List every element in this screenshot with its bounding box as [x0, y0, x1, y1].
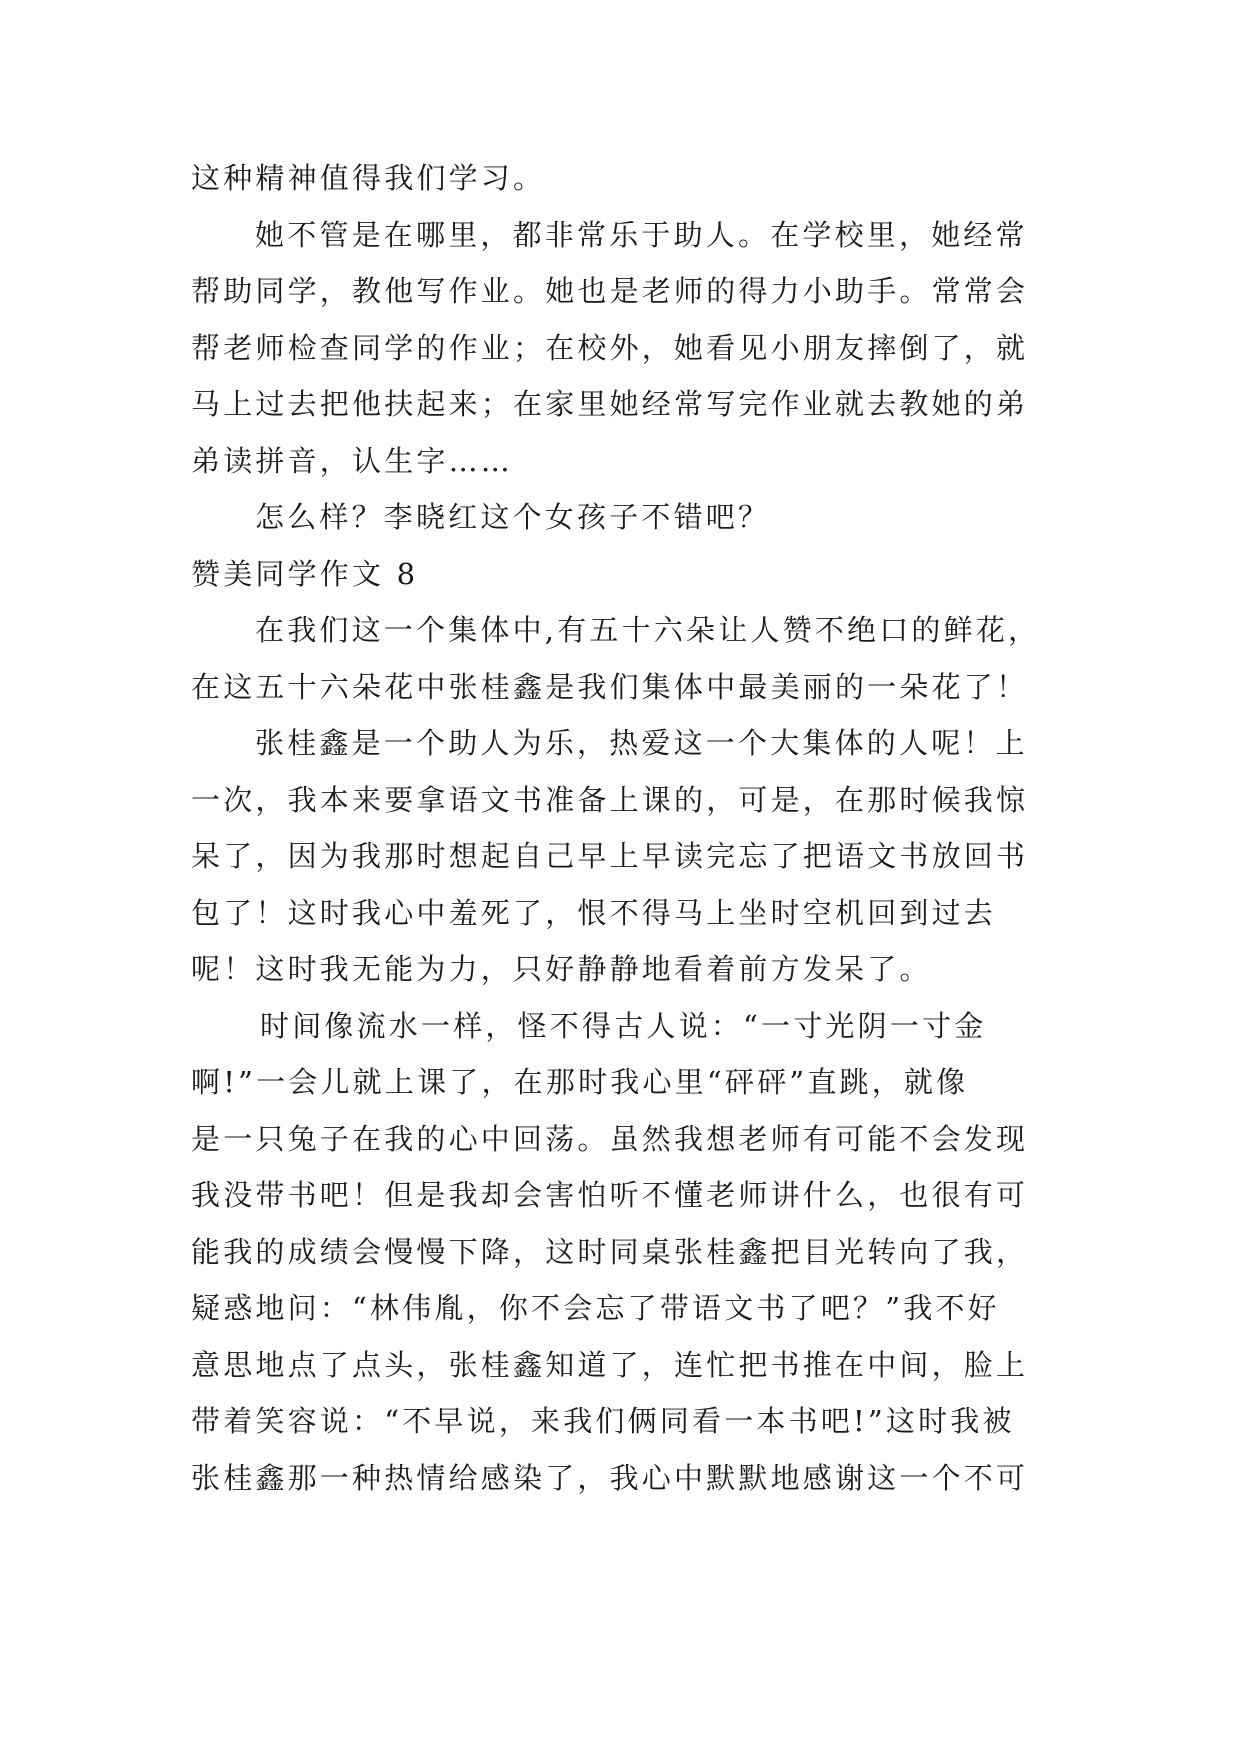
document-body — [191, 150, 1051, 1506]
text-line: 意思地点了点头，张桂鑫知道了，连忙把书推在中间，脸上 — [191, 1347, 1029, 1382]
text-line: 呆了，因为我那时想起自己早上早读完忘了把语文书放回书 — [191, 839, 1029, 873]
text-line: 呢！这时我无能为力，只好静静地看着前方发呆了。 — [191, 952, 932, 986]
text-line: 马上过去把他扶起来；在家里她经常写完作业就去教她的弟 — [191, 387, 1029, 421]
paragraph-start-line: 张桂鑫是一个助人为乐，热爱这一个大集体的人呢！上 — [255, 726, 1028, 760]
text-line: 疑惑地问：“林伟胤，你不会忘了带语文书了吧？”我不好 — [191, 1291, 1000, 1325]
text-line: 能我的成绩会慢慢下降，这时同桌张桂鑫把目光转向了我， — [191, 1234, 1029, 1269]
paragraph-start-line: 怎么样？李晓红这个女孩子不错吧？ — [255, 500, 771, 534]
text-line: 包了！这时我心中羞死了，恨不得马上坐时空机回到过去 — [191, 895, 997, 930]
text-line: 帮助同学，教他写作业。她也是老师的得力小助手。常常会 — [191, 274, 1029, 308]
paragraph-start-line: 她不管是在哪里，都非常乐于助人。在学校里，她经常 — [255, 217, 1028, 252]
text-line: 弟读拼音，认生字…… — [191, 443, 514, 478]
paragraph-start-line: 在我们这一个集体中,有五十六朵让人赞不绝口的鲜花， — [255, 613, 1041, 647]
text-line: 这种精神值得我们学习。 — [191, 161, 546, 195]
text-line: 我没带书吧！但是我却会害怕听不懂老师讲什么，也很有可 — [191, 1178, 1029, 1212]
text-line: 一次，我本来要拿语文书准备上课的，可是，在那时候我惊 — [191, 782, 1029, 817]
section-heading: 赞美同学作文 8 — [191, 556, 419, 591]
text-line: 是一只兔子在我的心中回荡。虽然我想老师有可能不会发现 — [191, 1121, 1029, 1156]
text-line: 帮老师检查同学的作业；在校外，她看见小朋友摔倒了，就 — [191, 330, 1029, 365]
paragraph-start-line: 时间像流水一样，怪不得古人说：“一寸光阴一寸金 — [260, 1008, 987, 1043]
text-line: 带着笑容说：“不早说，来我们俩同看一本书吧!”这时我被 — [191, 1404, 1015, 1438]
text-line: 啊!”一会儿就上课了，在那时我心里“砰砰”直跳，就像 — [191, 1065, 969, 1099]
text-line: 在这五十六朵花中张桂鑫是我们集体中最美丽的一朵花了！ — [191, 669, 1029, 704]
text-line: 张桂鑫那一种热情给感染了，我心中默默地感谢这一个不可 — [191, 1460, 1029, 1495]
